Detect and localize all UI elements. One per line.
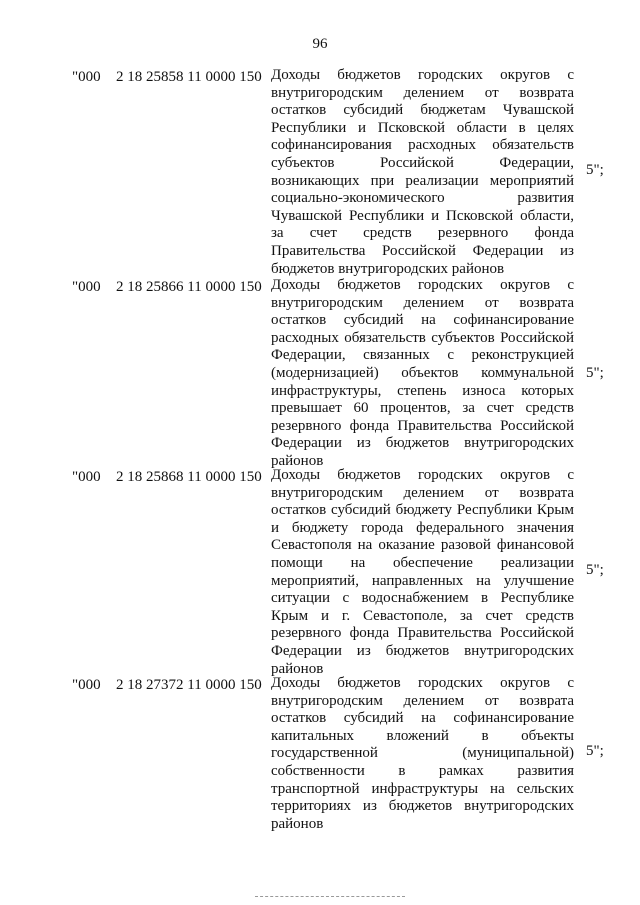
admin-code: "000: [72, 469, 101, 485]
revenue-description: Доходы бюджетов городских округов с внутригородским делением от возврата остатков субсидий бюджету Республики Крым и бюджету города федерального значения Севастополя на оказание разовой финансовой помощи на обеспечение реализации мероприятий, направленных на улучшение ситуации с водоснабжением в Республике Крым и г. Севастополе, за счет средств резервного фонда Правительства Российской Федерации из бюджетов внутригородских районов: [271, 467, 574, 677]
admin-code: "000: [72, 279, 101, 295]
revenue-description: Доходы бюджетов городских округов с внутригородским делением от возврата остатков субсидий бюджетам Чувашской Республики и Псковской области в целях софинансирования расходных обязательств субъектов Российской Федерации, возникающих при реализации мероприятий социально-экономического развития Чувашской Республики и Псковской области, за счет средств резервного фонда Правительства Российской Федерации из бюджетов внутригородских районов: [271, 67, 574, 277]
allocation-rate: 5";: [586, 162, 604, 178]
revenue-description: Доходы бюджетов городских округов с внутригородским делением от возврата остатков субсидий на софинансирование расходных обязательств субъектов Российской Федерации, связанных с реконструкцией (модернизацией) объектов коммунальной инфраструктуры, степень износа которых превышает 60 процентов, за счет средств резервного фонда Правительства Российской Федерации из бюджетов внутригородских районов: [271, 277, 574, 469]
admin-code: "000: [72, 677, 101, 693]
page-number: 96: [312, 36, 328, 52]
budget-classification-code: 2 18 25858 11 0000 150: [116, 69, 262, 85]
bottom-divider: [255, 896, 405, 897]
allocation-rate: 5";: [586, 743, 604, 759]
budget-classification-code: 2 18 25868 11 0000 150: [116, 469, 262, 485]
allocation-rate: 5";: [586, 562, 604, 578]
budget-classification-code: 2 18 27372 11 0000 150: [116, 677, 262, 693]
revenue-description: Доходы бюджетов городских округов с внутригородским делением от возврата остатков субсидий на софинансирование капитальных вложений в объекты государственной (муниципальной) собственности в рамках развития транспортной инфраструктуры на сельских территориях из бюджетов внутригородских районов: [271, 675, 574, 832]
admin-code: "000: [72, 69, 101, 85]
allocation-rate: 5";: [586, 365, 604, 381]
budget-classification-code: 2 18 25866 11 0000 150: [116, 279, 262, 295]
